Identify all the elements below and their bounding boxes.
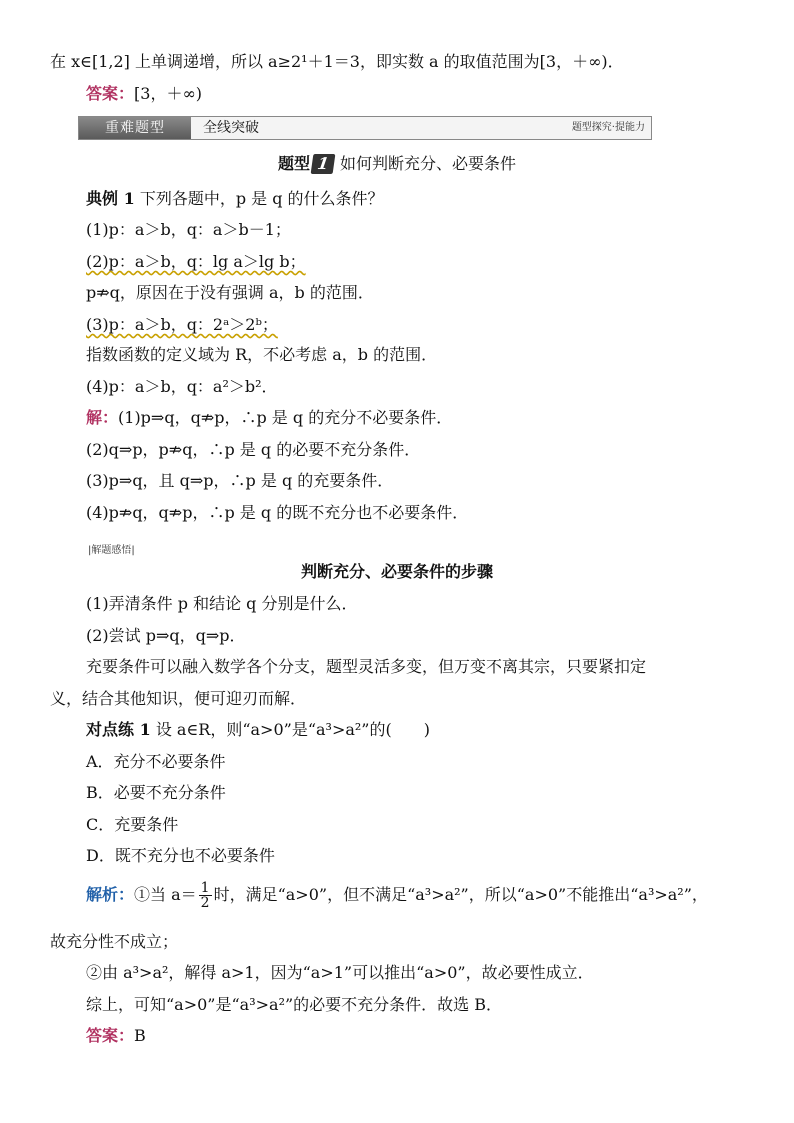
example-question-text: 下列各题中，p 是 q 的什么条件？ bbox=[139, 189, 384, 208]
insight-paragraph-2: 义，结合其他知识，便可迎刃而解． bbox=[50, 689, 307, 708]
example-item-2-text: (2)p：a＞b，q：lg a＞lg b； bbox=[86, 252, 306, 271]
example-item-1: (1)p：a＞b，q：a＞b－1； bbox=[86, 220, 291, 239]
analysis-line-4: 综上，可知“a>0”是“a³>a²”的必要不充分条件．故选 B． bbox=[86, 995, 503, 1014]
solution-line-4: (4)p⇏q，q⇏p，∴p 是 q 的既不充分也不必要条件． bbox=[86, 503, 469, 522]
analysis-line-2: 故充分性不成立； bbox=[50, 932, 179, 951]
practice-label: 对点练 1 bbox=[86, 720, 151, 739]
example-note-2: p⇏q，原因在于没有强调 a，b 的范围． bbox=[86, 283, 374, 302]
example-note-3: 指数函数的定义域为 R，不必考虑 a，b 的范围． bbox=[86, 345, 438, 364]
option-b: B．必要不充分条件 bbox=[86, 783, 226, 802]
final-answer-label: 答案： bbox=[86, 1026, 135, 1045]
insight-paragraph-1: 充要条件可以融入数学各个分支，题型灵活多变，但万变不离其宗，只要紧扣定 bbox=[86, 657, 647, 676]
solution-line-1 bbox=[86, 408, 452, 428]
analysis-answer bbox=[86, 1026, 146, 1046]
answer-label: 答案： bbox=[86, 84, 135, 103]
solution-label: 解： bbox=[86, 408, 119, 427]
fraction-numerator: 1 bbox=[200, 880, 210, 896]
insight-step-2: (2)尝试 p⇒q，q⇒p． bbox=[86, 626, 246, 645]
analysis-text-pre: ①当 a＝ bbox=[134, 885, 197, 904]
answer-value: [3，＋∞) bbox=[134, 84, 203, 103]
fraction-denominator: 2 bbox=[200, 895, 210, 911]
option-c: C．充要条件 bbox=[86, 815, 179, 834]
banner-mid-label: 全线突破 bbox=[203, 120, 259, 136]
insight-step-1: (1)弄清条件 p 和结论 q 分别是什么． bbox=[86, 594, 358, 613]
example-item-3-text: (3)p：a＞b，q：2ᵃ＞2ᵇ； bbox=[86, 315, 278, 334]
continuation-line: 在 x∈[1,2] 上单调递增，所以 a≥2¹＋1＝3，即实数 a 的取值范围为[3，＋∞)． bbox=[50, 52, 624, 71]
section-title: 如何判断充分、必要条件 bbox=[340, 154, 517, 173]
example-label: 典例 1 bbox=[86, 189, 135, 208]
option-a: A．充分不必要条件 bbox=[86, 752, 226, 771]
option-d: D．既不充分也不必要条件 bbox=[86, 846, 275, 865]
example-item-4: (4)p：a＞b，q：a²＞b²． bbox=[86, 377, 278, 396]
section-banner bbox=[78, 116, 652, 140]
example-question bbox=[86, 189, 384, 209]
insight-tag: |解题感悟| bbox=[88, 545, 135, 556]
example-item-3 bbox=[86, 315, 278, 335]
section-prefix: 题型 bbox=[277, 154, 310, 173]
top-answer bbox=[86, 84, 202, 104]
section-number-badge: 1 bbox=[311, 154, 336, 174]
solution-line-2: (2)q⇒p，p⇏q，∴p 是 q 的必要不充分条件． bbox=[86, 440, 421, 459]
final-answer-value: B bbox=[134, 1026, 146, 1045]
practice-question-text: 设 a∈R，则“a>0”是“a³>a²”的( ) bbox=[155, 720, 430, 739]
banner-right-label: 题型探究·提能力 bbox=[571, 122, 645, 133]
banner-left-label: 重难题型 bbox=[79, 117, 191, 139]
solution-line-3: (3)p⇒q，且 q⇒p，∴p 是 q 的充要条件． bbox=[86, 471, 394, 490]
solution-text-1: (1)p⇒q，q⇏p，∴p 是 q 的充分不必要条件． bbox=[118, 408, 453, 427]
fraction-one-half bbox=[199, 881, 212, 910]
example-item-2 bbox=[86, 252, 306, 272]
section-heading bbox=[0, 154, 794, 174]
practice-question bbox=[86, 720, 430, 740]
analysis-line-1 bbox=[86, 878, 708, 912]
analysis-text-post: 时，满足“a>0”，但不满足“a³>a²”，所以“a>0”不能推出“a³>a²”， bbox=[213, 885, 708, 904]
analysis-label: 解析： bbox=[86, 885, 135, 904]
insight-title: 判断充分、必要条件的步骤 bbox=[300, 562, 493, 581]
analysis-line-3: ②由 a³>a²，解得 a>1，因为“a>1”可以推出“a>0”，故必要性成立． bbox=[86, 963, 594, 982]
